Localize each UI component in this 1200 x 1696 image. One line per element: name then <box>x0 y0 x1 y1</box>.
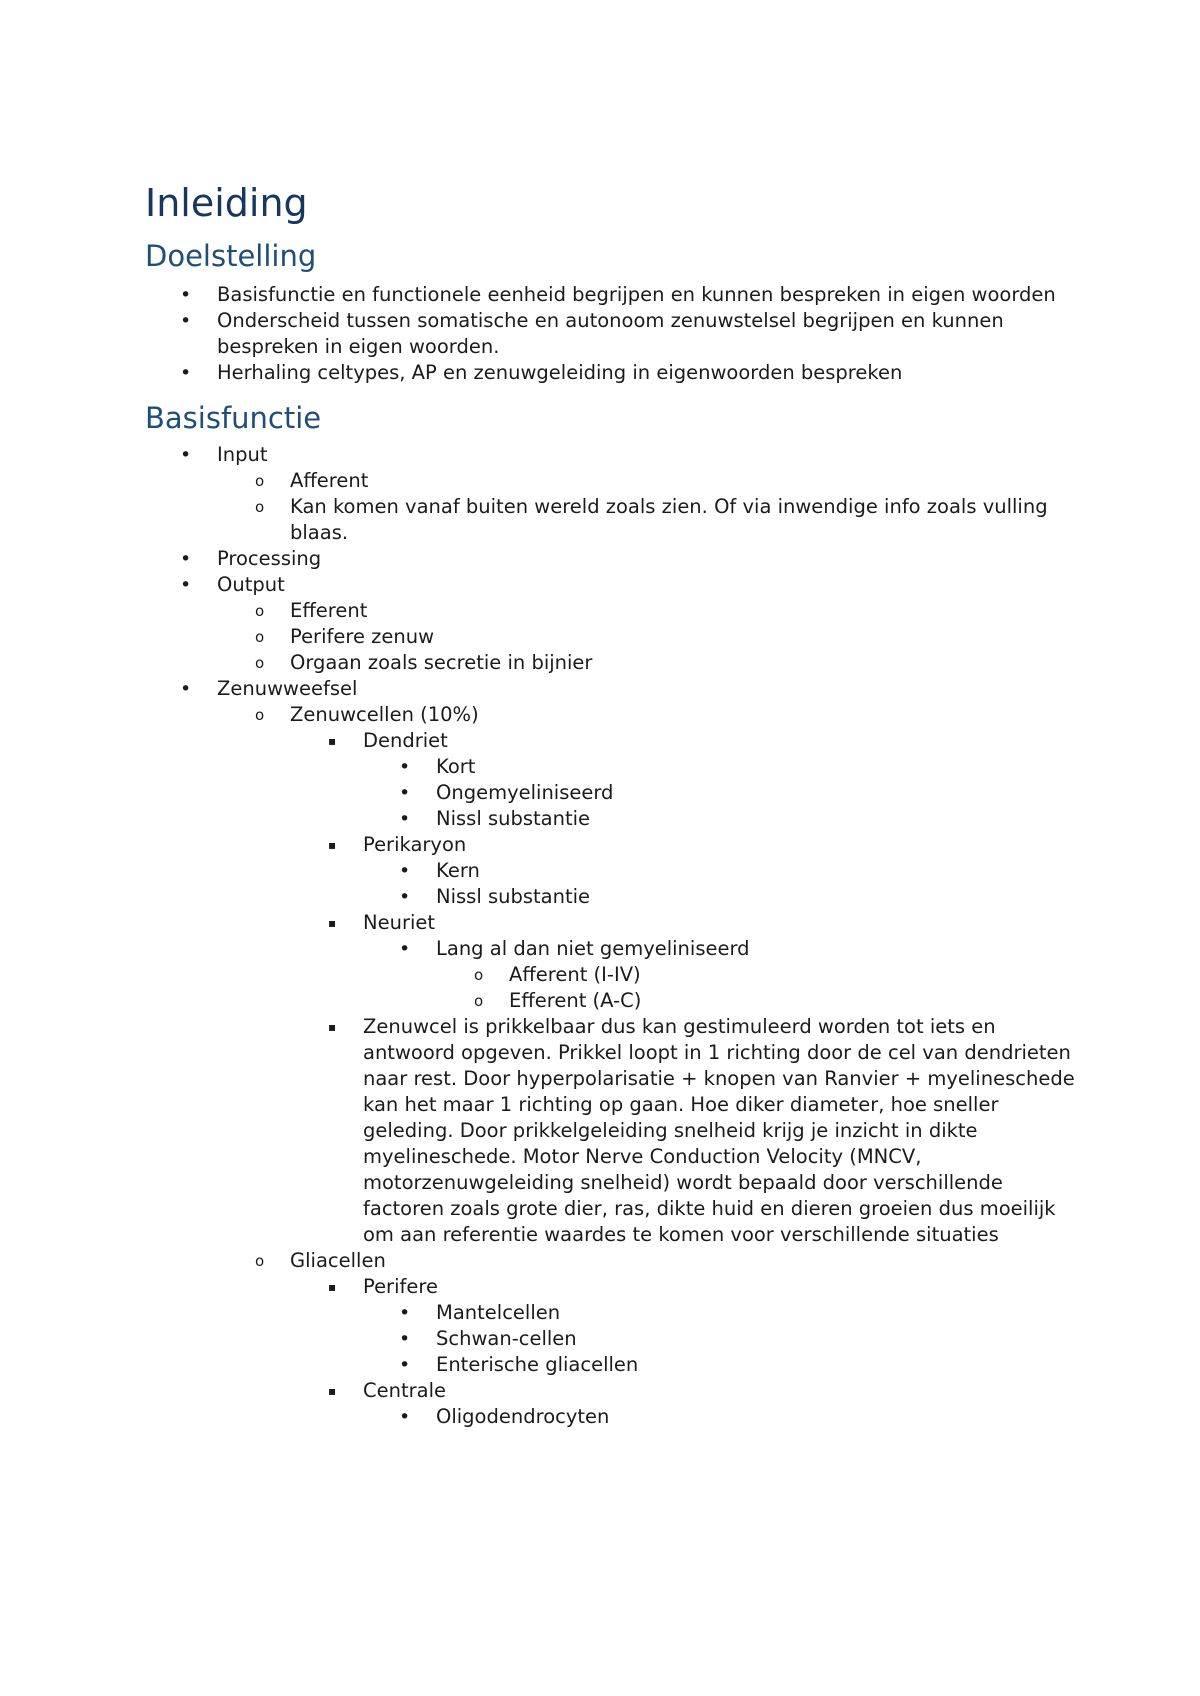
list-item <box>145 1300 1085 1326</box>
bullet-marker: • <box>399 886 411 908</box>
list-item <box>145 624 1085 650</box>
circle-marker: o <box>255 628 265 646</box>
list-item-text: Ongemyeliniseerd <box>436 781 614 804</box>
bullet-marker: • <box>399 1302 411 1324</box>
list-item-text: Centrale <box>363 1379 446 1402</box>
list-item-text: Nissl substantie <box>436 807 591 830</box>
list-item-text: Perikaryon <box>363 833 467 856</box>
list-item <box>145 308 1085 360</box>
list-item-processing <box>145 546 1085 572</box>
list-item-gliacellen <box>145 1248 1085 1274</box>
square-marker: ▪ <box>328 734 337 748</box>
list-item <box>145 780 1085 806</box>
list-item <box>145 494 1085 546</box>
list-item-zenuwcellen <box>145 702 1085 728</box>
list-item-text: Mantelcellen <box>436 1301 561 1324</box>
heading-basisfunctie: Basisfunctie <box>145 401 322 435</box>
list-item-centrale <box>145 1378 1085 1404</box>
list-item-text: Processing <box>217 547 322 570</box>
circle-marker: o <box>255 706 265 724</box>
list-item-text: Oligodendrocyten <box>436 1405 610 1428</box>
list-item-text: Gliacellen <box>290 1249 386 1272</box>
list-item-text: Zenuwcellen (10%) <box>290 703 479 726</box>
list-item-text: Onderscheid tussen somatische en autonoom zenuwstelsel begrijpen en kunnen bespreken in eigen woorden. <box>217 309 1004 358</box>
list-item-text: Orgaan zoals secretie in bijnier <box>290 651 593 674</box>
list-item-text: Kort <box>436 755 476 778</box>
list-item-text: Basisfunctie en functionele eenheid begrijpen en kunnen bespreken in eigen woorden <box>217 283 1056 306</box>
square-marker: ▪ <box>328 916 337 930</box>
list-item-text: Schwan-cellen <box>436 1327 577 1350</box>
list-item-zenuwweefsel <box>145 676 1085 702</box>
list-item <box>145 1326 1085 1352</box>
bullet-marker: • <box>180 310 192 332</box>
list-item-text: Output <box>217 573 285 596</box>
bullet-marker: • <box>399 938 411 960</box>
list-item-text: Perifere zenuw <box>290 625 435 648</box>
bullet-marker: • <box>399 1406 411 1428</box>
circle-marker: o <box>474 992 484 1010</box>
list-item <box>145 962 1085 988</box>
square-marker: ▪ <box>328 1020 337 1034</box>
heading-doelstelling: Doelstelling <box>145 239 317 273</box>
circle-marker: o <box>255 654 265 672</box>
list-item-perikaryon <box>145 832 1085 858</box>
list-item <box>145 754 1085 780</box>
list-item-text: Afferent (I-IV) <box>509 963 641 986</box>
square-marker: ▪ <box>328 838 337 852</box>
list-item-text: Kan komen vanaf buiten wereld zoals zien. Of via inwendige info zoals vulling blaas. <box>290 495 1048 544</box>
document-page <box>145 176 1085 1430</box>
list-item <box>145 598 1085 624</box>
list-item-output <box>145 572 1085 598</box>
list-item <box>145 988 1085 1014</box>
square-marker: ▪ <box>328 1280 337 1294</box>
list-item-text: Lang al dan niet gemyeliniseerd <box>436 937 750 960</box>
bullet-marker: • <box>180 574 192 596</box>
list-item-text: Neuriet <box>363 911 436 934</box>
list-item-text: Perifere <box>363 1275 438 1298</box>
list-item <box>145 282 1085 308</box>
bullet-marker: • <box>399 756 411 778</box>
list-item-neuriet <box>145 910 1085 936</box>
bullet-marker: • <box>180 548 192 570</box>
list-item-text: Herhaling celtypes, AP en zenuwgeleiding in eigenwoorden bespreken <box>217 361 903 384</box>
circle-marker: o <box>255 1252 265 1270</box>
bullet-marker: • <box>180 362 192 384</box>
list-item <box>145 884 1085 910</box>
list-item-input <box>145 442 1085 468</box>
list-item-text: Afferent <box>290 469 369 492</box>
bullet-marker: • <box>399 808 411 830</box>
list-item <box>145 468 1085 494</box>
circle-marker: o <box>255 602 265 620</box>
list-item-text: Efferent (A-C) <box>509 989 642 1012</box>
bullet-marker: • <box>180 678 192 700</box>
list-item-perifere <box>145 1274 1085 1300</box>
list-item <box>145 936 1085 962</box>
list-item-text: Enterische gliacellen <box>436 1353 639 1376</box>
list-item-prikkel <box>145 1014 1085 1248</box>
circle-marker: o <box>255 472 265 490</box>
bullet-marker: • <box>399 782 411 804</box>
list-item-text: Nissl substantie <box>436 885 591 908</box>
list-item-dendriet <box>145 728 1085 754</box>
bullet-marker: • <box>180 444 192 466</box>
circle-marker: o <box>255 498 265 516</box>
list-item <box>145 858 1085 884</box>
doelstelling-list <box>145 282 1085 386</box>
list-item-text: Kern <box>436 859 480 882</box>
page-title: Inleiding <box>145 181 308 225</box>
list-item <box>145 360 1085 386</box>
square-marker: ▪ <box>328 1384 337 1398</box>
list-item-text: Zenuwweefsel <box>217 677 358 700</box>
bullet-marker: • <box>399 860 411 882</box>
bullet-marker: • <box>180 284 192 306</box>
list-item-text: Dendriet <box>363 729 448 752</box>
list-item <box>145 1352 1085 1378</box>
bullet-marker: • <box>399 1354 411 1376</box>
circle-marker: o <box>474 966 484 984</box>
list-item <box>145 650 1085 676</box>
list-item <box>145 1404 1085 1430</box>
basisfunctie-list <box>145 442 1085 1430</box>
list-item <box>145 806 1085 832</box>
list-item-text: Input <box>217 443 268 466</box>
list-item-text: Efferent <box>290 599 368 622</box>
list-item-text: Zenuwcel is prikkelbaar dus kan gestimuleerd worden tot iets en antwoord opgeven. Prikkel loopt in 1 richting door de cel van dendrieten naar rest. Door hyperpolarisatie + knopen van Ranvier + myelineschede kan het maar 1 richting op gaan. Hoe diker diameter, hoe sneller geleding. Door prikkelgeleiding snelheid krijg je inzicht in dikte myelineschede. Motor Nerve Conduction Velocity (MNCV, motorzenuwgeleiding snelheid) wordt bepaald door verschillende factoren zoals grote dier, ras, dikte huid en dieren groeien dus moeilijk om aan referentie waardes te komen voor verschillende situaties <box>363 1015 1075 1246</box>
bullet-marker: • <box>399 1328 411 1350</box>
